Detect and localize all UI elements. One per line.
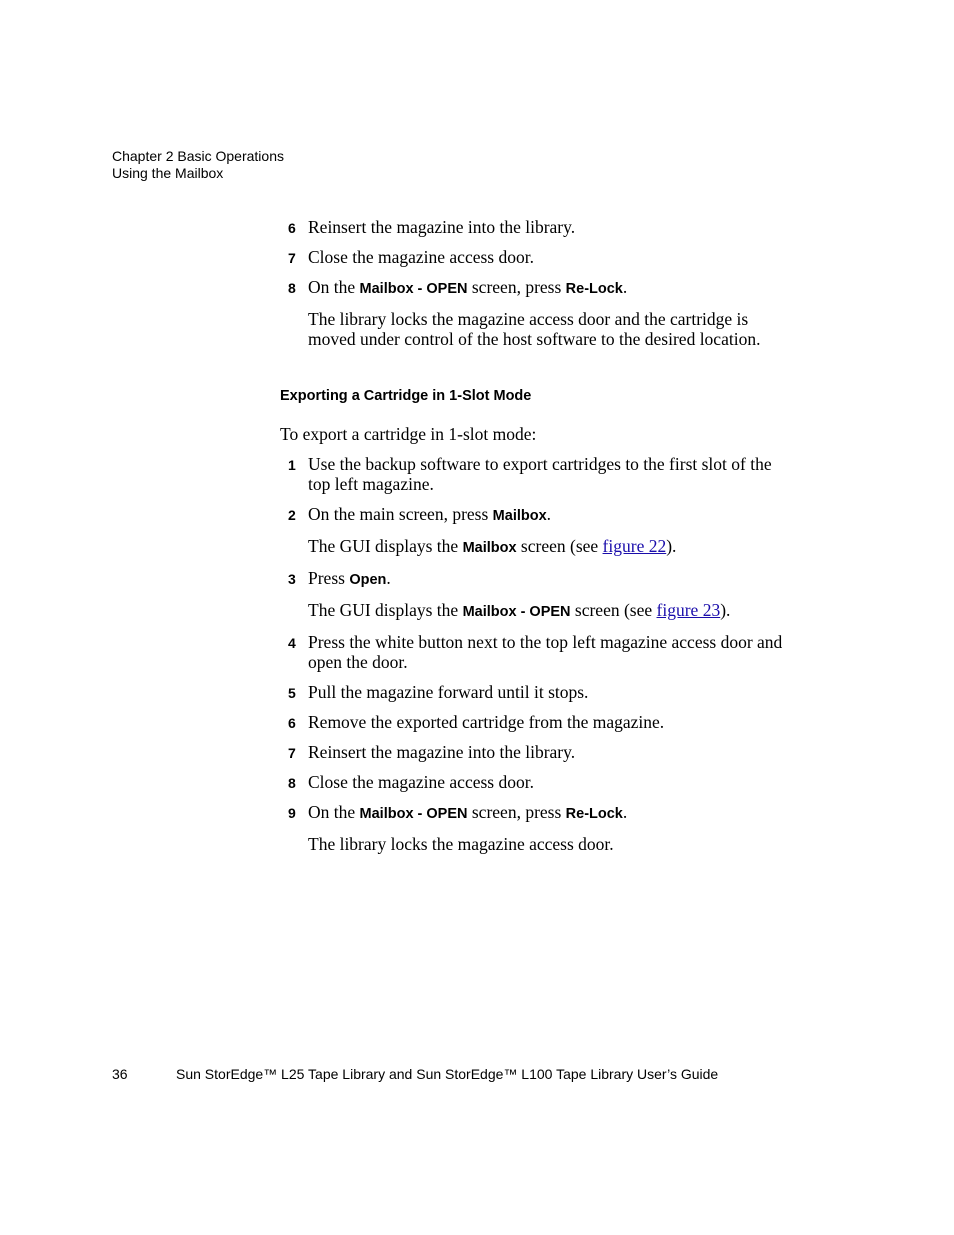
step-number: 7 [288, 745, 296, 761]
step-number: 6 [288, 715, 296, 731]
step-text-post: . [622, 802, 628, 822]
chapter-title: Chapter 2 Basic Operations [112, 148, 284, 164]
step-text: Pull the magazine forward until it stops. [308, 682, 589, 702]
step-7-close-door [280, 247, 790, 267]
note-text-post: ). [720, 600, 731, 620]
note-text-mid: screen (see [570, 600, 657, 620]
step-text-post: . [386, 568, 391, 588]
figure-22-link[interactable]: figure 22 [602, 536, 667, 556]
export-step-2-note [280, 536, 790, 558]
step-6-reinsert [280, 217, 790, 237]
step-text: Reinsert the magazine into the library. [308, 742, 576, 762]
section-title: Using the Mailbox [112, 165, 224, 181]
step-number: 6 [288, 220, 296, 236]
step-number: 3 [288, 571, 296, 587]
note-text-post: ). [666, 536, 677, 556]
note-text-mid: screen (see [516, 536, 603, 556]
step-number: 2 [288, 507, 296, 523]
export-step-4 [280, 632, 790, 672]
step-number: 5 [288, 685, 296, 701]
figure-23-link[interactable]: figure 23 [656, 600, 721, 620]
export-step-2 [280, 504, 790, 526]
export-step-9 [280, 802, 790, 824]
step-number: 1 [288, 457, 296, 473]
step-number: 8 [288, 280, 296, 296]
ui-label-mailbox: Mailbox [492, 508, 547, 524]
ui-label-mailbox: Mailbox [462, 540, 517, 556]
export-step-3-note [280, 600, 790, 622]
export-step-8 [280, 772, 790, 792]
ui-label-open: Open [349, 572, 387, 588]
step-8-relock [280, 277, 790, 299]
step-text-post: . [622, 277, 628, 297]
running-footer [112, 1066, 718, 1083]
step-number: 7 [288, 250, 296, 266]
step-text: Close the magazine access door. [308, 772, 534, 792]
page-number: 36 [112, 1066, 128, 1082]
step-text-pre: On the [308, 277, 360, 297]
step-text: Use the backup software to export cartridges to the first slot of the top left magazine. [308, 454, 772, 494]
export-step-7 [280, 742, 790, 762]
step-number: 4 [288, 635, 296, 651]
step-text-pre: On the main screen, press [308, 504, 493, 524]
export-step-5 [280, 682, 790, 702]
section-heading: Exporting a Cartridge in 1-Slot Mode [280, 388, 532, 404]
ui-label-mailbox-open: Mailbox - OPEN [462, 604, 571, 620]
step-text-mid: screen, press [467, 802, 566, 822]
ui-label-relock: Re-Lock [565, 806, 623, 822]
step-text-pre: On the [308, 802, 360, 822]
export-step-9-note: The library locks the magazine access door. [308, 834, 614, 854]
step-number: 9 [288, 805, 296, 821]
page-content [280, 217, 790, 864]
step-text: Remove the exported cartridge from the magazine. [308, 712, 665, 732]
section-intro: To export a cartridge in 1-slot mode: [280, 424, 537, 444]
ui-label-mailbox-open: Mailbox - OPEN [359, 281, 468, 297]
step-text: Press the white button next to the top left magazine access door and open the door. [308, 632, 783, 672]
step-8-note: The library locks the magazine access door and the cartridge is moved under control of the host software to the desired location. [308, 309, 761, 349]
step-text-mid: screen, press [467, 277, 566, 297]
export-step-3 [280, 568, 790, 590]
note-text-pre: The GUI displays the [308, 536, 463, 556]
step-number: 8 [288, 775, 296, 791]
step-text: Close the magazine access door. [308, 247, 534, 267]
step-text-pre: Press [308, 568, 350, 588]
step-text: Reinsert the magazine into the library. [308, 217, 576, 237]
ui-label-relock: Re-Lock [565, 281, 623, 297]
note-text-pre: The GUI displays the [308, 600, 463, 620]
export-step-6 [280, 712, 790, 732]
ui-label-mailbox-open: Mailbox - OPEN [359, 806, 468, 822]
export-step-1 [280, 454, 790, 494]
book-title: Sun StorEdge™ L25 Tape Library and Sun StorEdge™ L100 Tape Library User’s Guide [176, 1066, 719, 1082]
step-text-post: . [546, 504, 552, 524]
running-header [112, 148, 284, 182]
